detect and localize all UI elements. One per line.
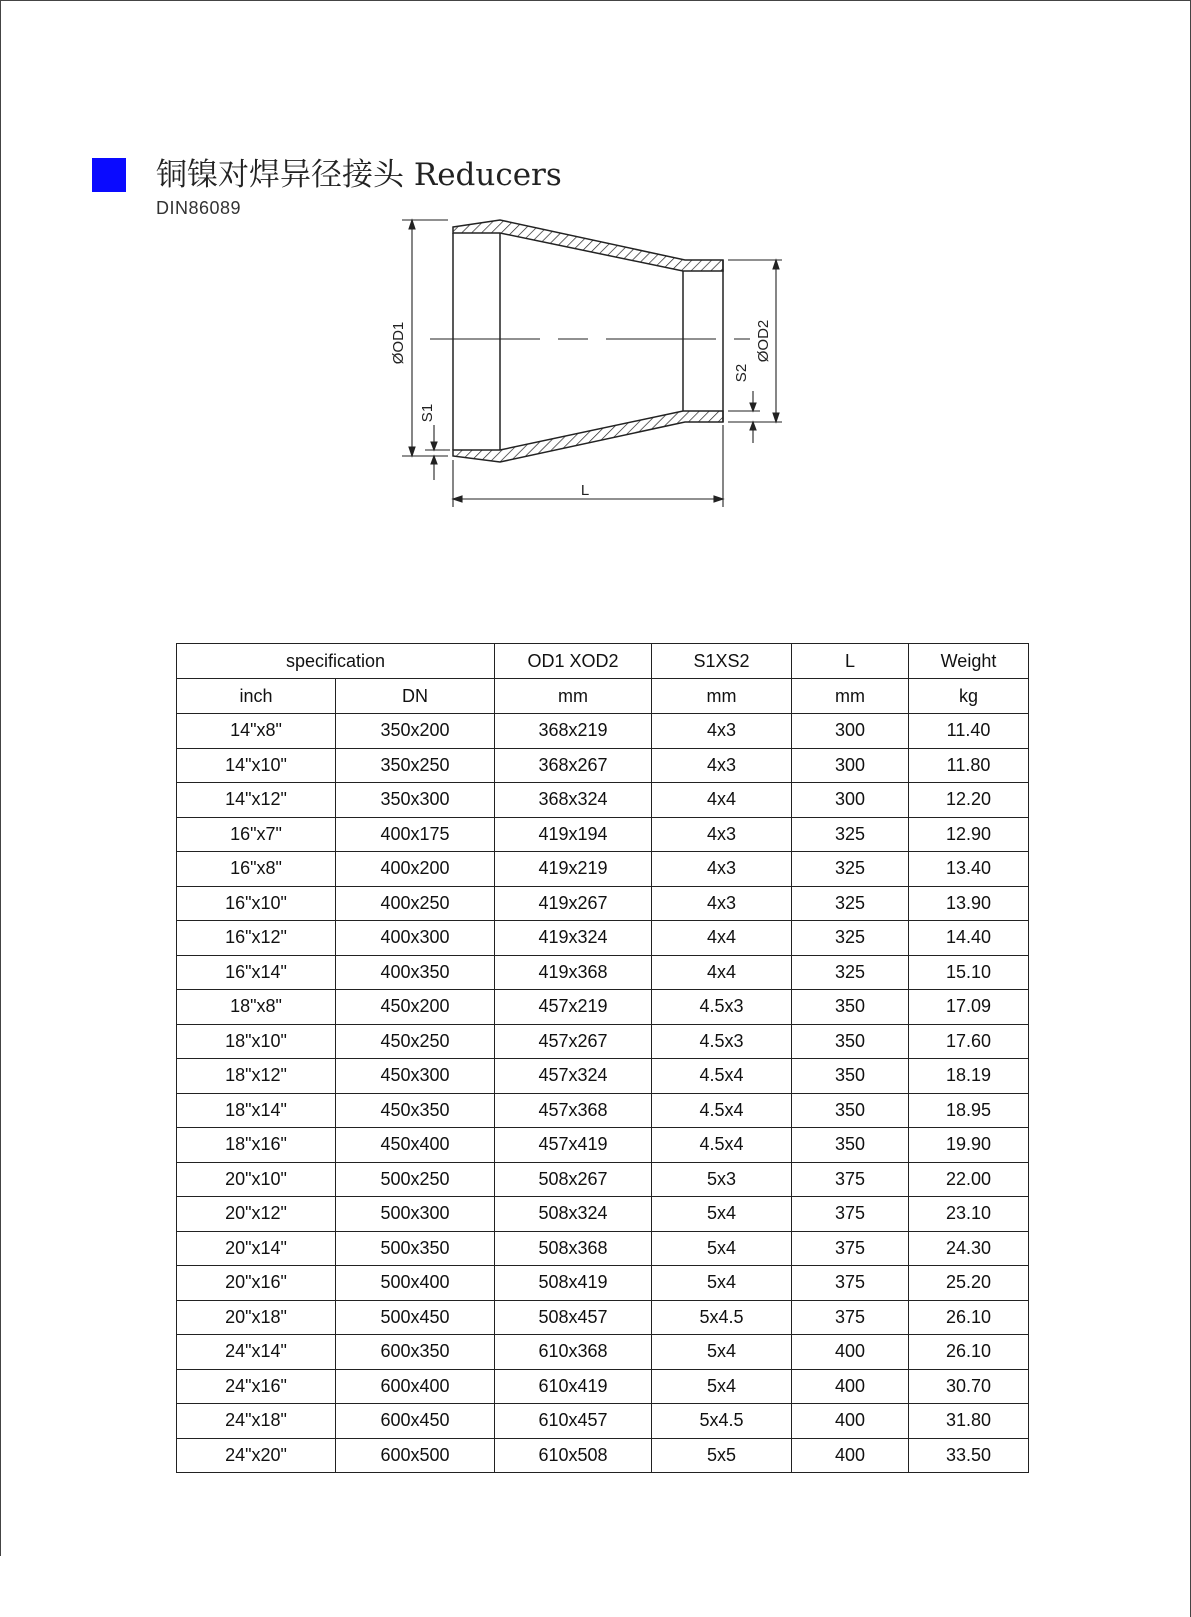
- cell-s: 4x3: [652, 817, 792, 852]
- cell-s: 4x4: [652, 783, 792, 818]
- cell-l: 325: [792, 886, 909, 921]
- cell-l: 375: [792, 1197, 909, 1232]
- page-title: 铜镍对焊异径接头 Reducers: [156, 157, 562, 193]
- cell-s: 5x4: [652, 1231, 792, 1266]
- cell-l: 325: [792, 955, 909, 990]
- cell-inch: 24"x20": [177, 1438, 336, 1473]
- title-marker-square: [92, 158, 126, 192]
- cell-weight: 22.00: [909, 1162, 1029, 1197]
- cell-weight: 13.90: [909, 886, 1029, 921]
- length-label: L: [580, 482, 590, 499]
- table-row: [177, 852, 1029, 887]
- table-row: [177, 1024, 1029, 1059]
- table-body: [177, 714, 1029, 1473]
- cell-inch: 16"x7": [177, 817, 336, 852]
- page-border-left: [0, 0, 1, 1556]
- cell-l: 400: [792, 1369, 909, 1404]
- cell-weight: 24.30: [909, 1231, 1029, 1266]
- cell-dn: 400x175: [336, 817, 495, 852]
- cell-inch: 20"x12": [177, 1197, 336, 1232]
- cell-dn: 400x300: [336, 921, 495, 956]
- table-row: [177, 886, 1029, 921]
- cell-inch: 20"x14": [177, 1231, 336, 1266]
- cell-s: 4.5x3: [652, 1024, 792, 1059]
- cell-dn: 600x350: [336, 1335, 495, 1370]
- cell-weight: 12.20: [909, 783, 1029, 818]
- cell-od: 457x368: [495, 1093, 652, 1128]
- cell-dn: 600x450: [336, 1404, 495, 1439]
- cell-weight: 18.95: [909, 1093, 1029, 1128]
- table-row: [177, 817, 1029, 852]
- cell-inch: 14"x8": [177, 714, 336, 749]
- cell-dn: 500x300: [336, 1197, 495, 1232]
- cell-s: 4x3: [652, 852, 792, 887]
- cell-weight: 30.70: [909, 1369, 1029, 1404]
- table-row: [177, 714, 1029, 749]
- cell-weight: 11.80: [909, 748, 1029, 783]
- cell-inch: 16"x14": [177, 955, 336, 990]
- s2-label: S2: [733, 363, 750, 383]
- cell-dn: 400x200: [336, 852, 495, 887]
- cell-l: 350: [792, 1024, 909, 1059]
- cell-weight: 11.40: [909, 714, 1029, 749]
- cell-l: 375: [792, 1162, 909, 1197]
- table-row: [177, 1369, 1029, 1404]
- cell-inch: 16"x12": [177, 921, 336, 956]
- page-border-top: [0, 0, 1191, 1]
- cell-weight: 23.10: [909, 1197, 1029, 1232]
- table-row: [177, 1335, 1029, 1370]
- table-row: [177, 921, 1029, 956]
- cell-od: 610x368: [495, 1335, 652, 1370]
- table-row: [177, 1266, 1029, 1301]
- cell-od: 419x219: [495, 852, 652, 887]
- cell-weight: 15.10: [909, 955, 1029, 990]
- cell-dn: 400x350: [336, 955, 495, 990]
- s1-label: S1: [419, 403, 436, 423]
- cell-dn: 600x500: [336, 1438, 495, 1473]
- s2-dimension: [728, 391, 760, 443]
- cell-s: 4.5x4: [652, 1059, 792, 1094]
- reducer-technical-drawing: [390, 215, 810, 515]
- cell-l: 375: [792, 1300, 909, 1335]
- cell-s: 5x3: [652, 1162, 792, 1197]
- cell-s: 5x4.5: [652, 1300, 792, 1335]
- cell-weight: 14.40: [909, 921, 1029, 956]
- reducer-body: [453, 220, 723, 462]
- header-od: OD1 XOD2: [495, 644, 652, 679]
- cell-od: 457x324: [495, 1059, 652, 1094]
- cell-inch: 18"x16": [177, 1128, 336, 1163]
- cell-weight: 26.10: [909, 1335, 1029, 1370]
- cell-od: 419x324: [495, 921, 652, 956]
- cell-inch: 14"x12": [177, 783, 336, 818]
- cell-l: 400: [792, 1335, 909, 1370]
- cell-od: 419x368: [495, 955, 652, 990]
- cell-weight: 19.90: [909, 1128, 1029, 1163]
- cell-od: 368x324: [495, 783, 652, 818]
- table-row: [177, 748, 1029, 783]
- cell-od: 508x419: [495, 1266, 652, 1301]
- unit-s: mm: [652, 679, 792, 714]
- header-dn: DN: [336, 679, 495, 714]
- table-row: [177, 955, 1029, 990]
- table-row: [177, 1438, 1029, 1473]
- cell-dn: 350x200: [336, 714, 495, 749]
- table-header-row: [177, 644, 1029, 679]
- cell-l: 300: [792, 714, 909, 749]
- cell-dn: 600x400: [336, 1369, 495, 1404]
- cell-dn: 500x400: [336, 1266, 495, 1301]
- cell-inch: 20"x16": [177, 1266, 336, 1301]
- cell-od: 508x267: [495, 1162, 652, 1197]
- table-row: [177, 1197, 1029, 1232]
- header-weight: Weight: [909, 644, 1029, 679]
- header-specification: specification: [177, 644, 495, 679]
- cell-weight: 13.40: [909, 852, 1029, 887]
- cell-s: 5x4.5: [652, 1404, 792, 1439]
- s1-dimension: [425, 425, 450, 480]
- cell-l: 325: [792, 852, 909, 887]
- unit-od: mm: [495, 679, 652, 714]
- cell-od: 419x194: [495, 817, 652, 852]
- cell-od: 368x219: [495, 714, 652, 749]
- cell-inch: 14"x10": [177, 748, 336, 783]
- header-s: S1XS2: [652, 644, 792, 679]
- cell-dn: 350x250: [336, 748, 495, 783]
- standard-code: DIN86089: [156, 198, 242, 218]
- cell-l: 350: [792, 1093, 909, 1128]
- od1-label: ØOD1: [390, 321, 407, 365]
- cell-inch: 18"x8": [177, 990, 336, 1025]
- cell-l: 325: [792, 921, 909, 956]
- cell-weight: 25.20: [909, 1266, 1029, 1301]
- header-l: L: [792, 644, 909, 679]
- cell-dn: 500x450: [336, 1300, 495, 1335]
- cell-s: 5x4: [652, 1266, 792, 1301]
- cell-od: 508x368: [495, 1231, 652, 1266]
- cell-od: 457x219: [495, 990, 652, 1025]
- cell-l: 350: [792, 1059, 909, 1094]
- table-row: [177, 1404, 1029, 1439]
- cell-l: 300: [792, 748, 909, 783]
- unit-l: mm: [792, 679, 909, 714]
- cell-s: 4x4: [652, 955, 792, 990]
- cell-dn: 450x200: [336, 990, 495, 1025]
- cell-dn: 450x350: [336, 1093, 495, 1128]
- cell-inch: 18"x12": [177, 1059, 336, 1094]
- cell-l: 350: [792, 1128, 909, 1163]
- cell-l: 375: [792, 1266, 909, 1301]
- cell-l: 325: [792, 817, 909, 852]
- unit-weight: kg: [909, 679, 1029, 714]
- table-unit-row: [177, 679, 1029, 714]
- cell-od: 610x419: [495, 1369, 652, 1404]
- cell-s: 4x3: [652, 714, 792, 749]
- cell-s: 4x3: [652, 748, 792, 783]
- cell-od: 610x457: [495, 1404, 652, 1439]
- table-row: [177, 1128, 1029, 1163]
- cell-l: 375: [792, 1231, 909, 1266]
- cell-weight: 26.10: [909, 1300, 1029, 1335]
- cell-inch: 16"x8": [177, 852, 336, 887]
- cell-l: 350: [792, 990, 909, 1025]
- cell-dn: 350x300: [336, 783, 495, 818]
- table-row: [177, 783, 1029, 818]
- cell-dn: 500x350: [336, 1231, 495, 1266]
- cell-od: 419x267: [495, 886, 652, 921]
- reducers-spec-table: [176, 643, 1029, 1473]
- cell-inch: 20"x18": [177, 1300, 336, 1335]
- table-row: [177, 1162, 1029, 1197]
- cell-l: 300: [792, 783, 909, 818]
- cell-s: 4.5x4: [652, 1128, 792, 1163]
- cell-inch: 16"x10": [177, 886, 336, 921]
- cell-weight: 33.50: [909, 1438, 1029, 1473]
- cell-dn: 400x250: [336, 886, 495, 921]
- cell-od: 610x508: [495, 1438, 652, 1473]
- table-row: [177, 1093, 1029, 1128]
- od2-label: ØOD2: [755, 319, 772, 363]
- cell-od: 508x457: [495, 1300, 652, 1335]
- cell-dn: 450x250: [336, 1024, 495, 1059]
- table-row: [177, 1231, 1029, 1266]
- cell-od: 457x267: [495, 1024, 652, 1059]
- cell-od: 368x267: [495, 748, 652, 783]
- table-row: [177, 990, 1029, 1025]
- cell-dn: 500x250: [336, 1162, 495, 1197]
- cell-inch: 24"x18": [177, 1404, 336, 1439]
- cell-dn: 450x400: [336, 1128, 495, 1163]
- cell-inch: 24"x14": [177, 1335, 336, 1370]
- cell-weight: 17.60: [909, 1024, 1029, 1059]
- table-row: [177, 1059, 1029, 1094]
- cell-s: 5x4: [652, 1335, 792, 1370]
- cell-weight: 18.19: [909, 1059, 1029, 1094]
- cell-l: 400: [792, 1438, 909, 1473]
- table-row: [177, 1300, 1029, 1335]
- cell-inch: 18"x14": [177, 1093, 336, 1128]
- cell-od: 457x419: [495, 1128, 652, 1163]
- cell-s: 4x3: [652, 886, 792, 921]
- cell-inch: 18"x10": [177, 1024, 336, 1059]
- cell-weight: 17.09: [909, 990, 1029, 1025]
- header-inch: inch: [177, 679, 336, 714]
- cell-inch: 24"x16": [177, 1369, 336, 1404]
- cell-s: 4.5x4: [652, 1093, 792, 1128]
- cell-l: 400: [792, 1404, 909, 1439]
- cell-s: 5x5: [652, 1438, 792, 1473]
- cell-s: 4.5x3: [652, 990, 792, 1025]
- cell-od: 508x324: [495, 1197, 652, 1232]
- cell-s: 5x4: [652, 1369, 792, 1404]
- cell-dn: 450x300: [336, 1059, 495, 1094]
- cell-weight: 31.80: [909, 1404, 1029, 1439]
- cell-s: 4x4: [652, 921, 792, 956]
- cell-s: 5x4: [652, 1197, 792, 1232]
- cell-inch: 20"x10": [177, 1162, 336, 1197]
- cell-weight: 12.90: [909, 817, 1029, 852]
